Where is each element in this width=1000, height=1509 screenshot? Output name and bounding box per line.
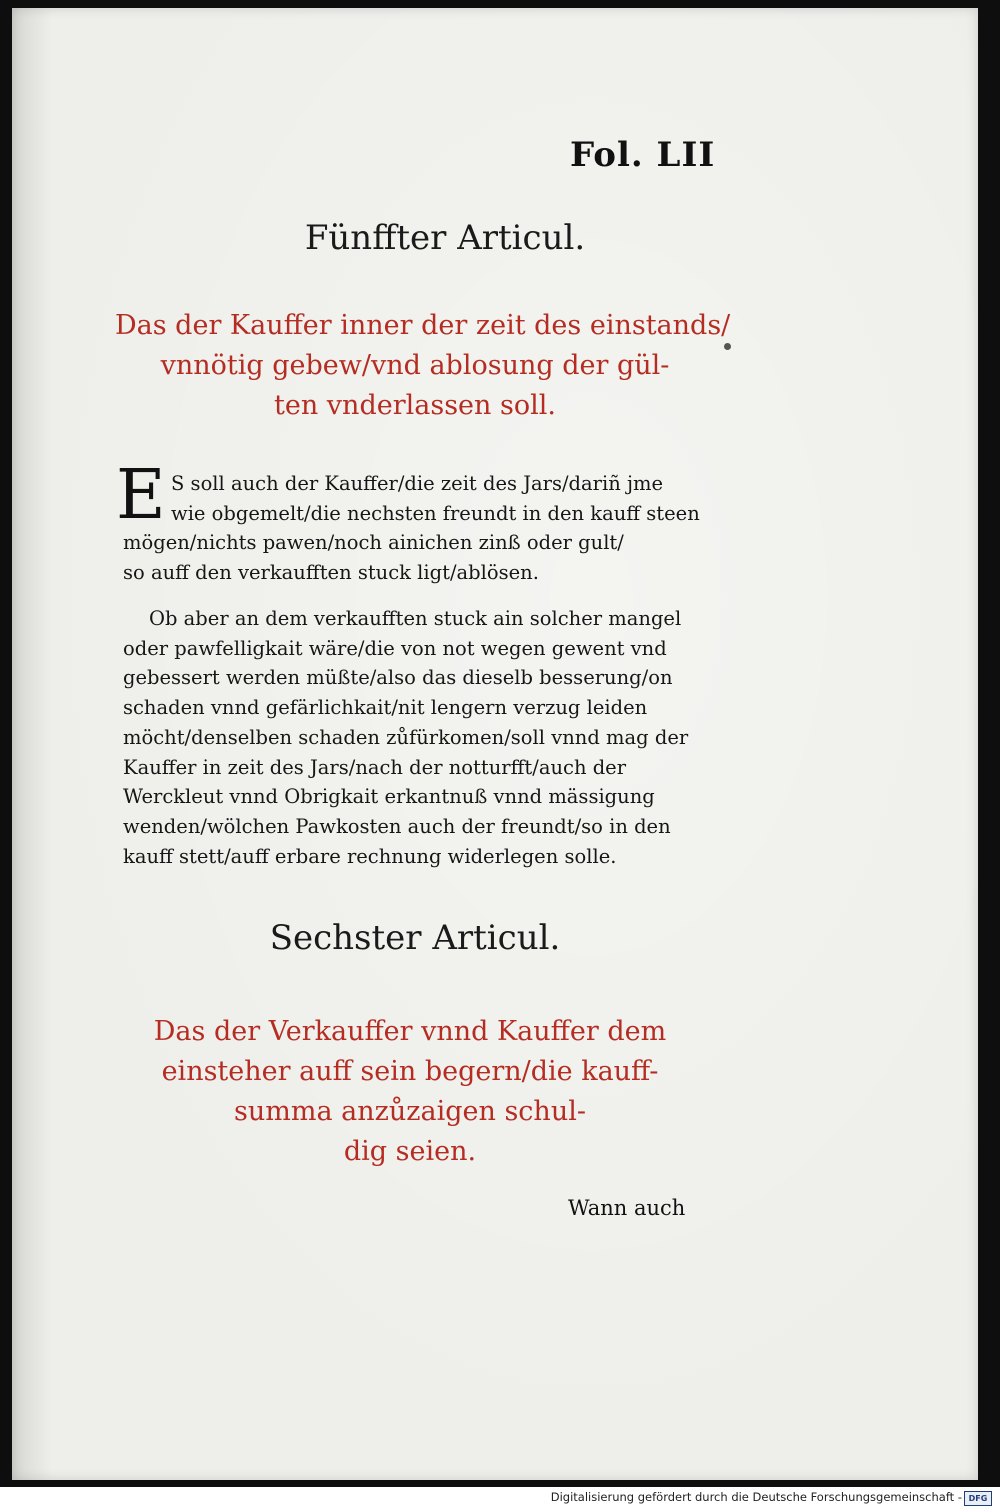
text-line: S soll auch der Kauffer/die zeit des Jars/dariñ jme [171,472,664,495]
drop-cap-initial: E [116,456,166,535]
rubric-sixth-article [130,1012,690,1172]
catchword: Wann auch [568,1196,686,1220]
text-line: wenden/wölchen Pawkosten auch der freundt/so in den [123,814,671,838]
text-line: Werckleut vnnd Obrigkait erkantnuß vnnd mässigung [123,785,655,809]
folio-number: Fol. LII [570,135,716,175]
digitization-footer [0,1487,1000,1509]
text-line: wie obgemelt/die nechsten freundt in den kauff steen [171,501,700,525]
section-heading-fifth-article: Fünffter Articul. [304,218,586,258]
text-line: Ob aber an dem verkaufften stuck ain solcher mangel [149,607,682,630]
text-line: schaden vnnd gefärlichkait/nit lengern verzug leiden [123,696,648,720]
text-line: gebessert werden müßte/also das dieselb besserung/on [123,666,673,690]
funding-credit: Digitalisierung gefördert durch die Deutsche Forschungsgemeinschaft - [550,1490,962,1504]
ink-spot [724,343,731,350]
text-line: so auff den verkaufften stuck ligt/ablösen. [123,561,539,585]
rubric-line: Das der Kauffer inner der zeit des einstands/ [115,310,731,341]
text-line: kauff stett/auff erbare rechnung widerlegen solle. [123,844,617,868]
section-heading-sixth-article: Sechster Articul. [269,918,561,958]
text-line: Kauffer in zeit des Jars/nach der notturfft/auch der [123,755,627,779]
rubric-line: Das der Verkauffer vnnd Kauffer dem [153,1016,667,1047]
text-line: mögen/nichts pawen/noch ainichen zinß oder gult/ [123,531,624,555]
text-line: möcht/denselben schaden zůfürkomen/soll vnnd mag der [123,725,689,749]
dfg-logo[interactable]: DFG [964,1491,992,1506]
rubric-line: dig seien. [343,1136,477,1167]
rubric-line: vnnötig gebew/vnd ablosung der gül- [160,350,670,381]
rubric-line: summa anzůzaigen schul- [234,1096,586,1127]
rubric-line: einsteher auff sein begern/die kauff- [161,1056,659,1087]
paragraph-second [123,604,713,871]
text-line: oder pawfelligkait wäre/die von not wegen gewent vnd [123,636,667,660]
rubric-line: ten vnderlassen soll. [274,390,556,421]
paragraph-first [123,469,713,588]
rubric-fifth-article [115,306,731,426]
